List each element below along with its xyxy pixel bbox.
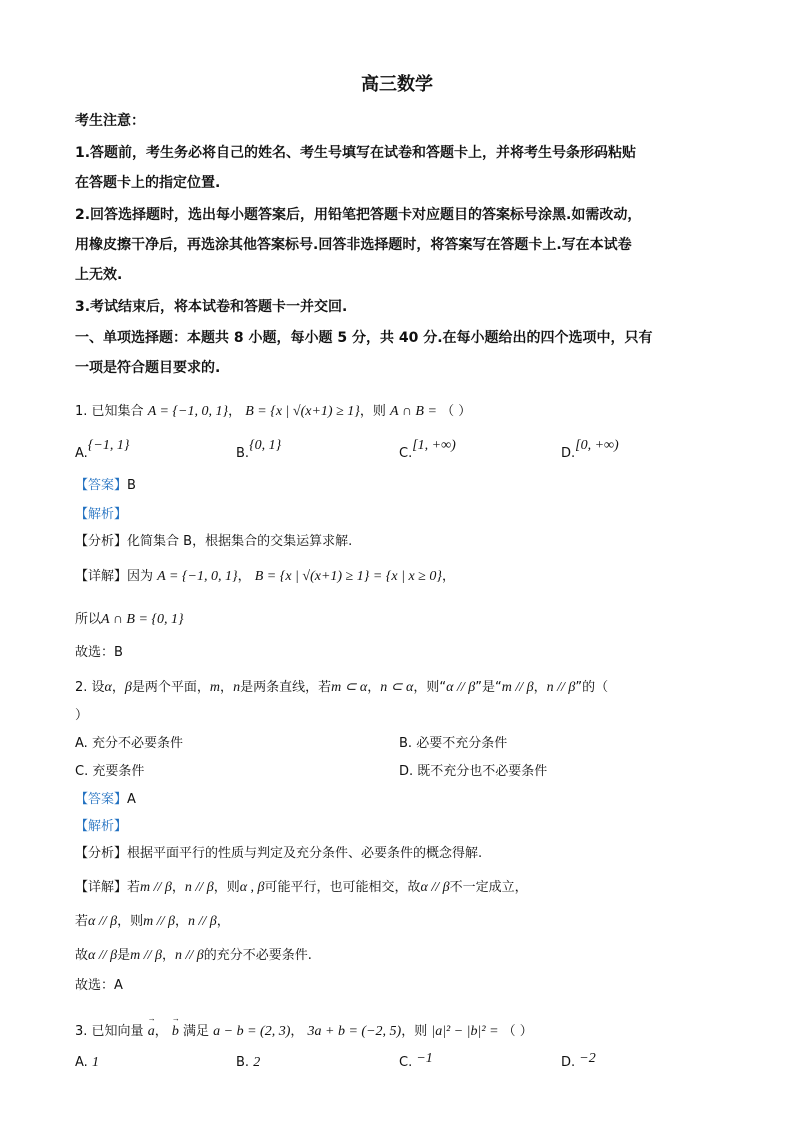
notice-item-2-line-2: 用橡皮擦干净后，再选涂其他答案标号.回答非选择题时，将答案写在答题卡上.写在本试卷: [75, 237, 632, 253]
notice-item-2-line-3: 上无效.: [75, 267, 123, 283]
q3-option-c: C. −1: [399, 1051, 433, 1070]
q2-answer: 【答案】A: [75, 792, 136, 807]
q1-option-a: A.{−1, 1}: [75, 438, 130, 461]
vector-a: → a: [148, 1024, 155, 1040]
section-1-heading-line-2: 一项是符合题目要求的.: [75, 360, 221, 376]
equation-1: a − b = (2, 3): [213, 1024, 291, 1039]
q2-option-a: A. 充分不必要条件: [75, 736, 183, 751]
q3-option-d: D. −2: [561, 1051, 596, 1070]
q3-option-a: A. 1: [75, 1055, 99, 1070]
q3-option-b: B. 2: [236, 1055, 261, 1070]
q2-option-b: B. 必要不充分条件: [399, 736, 508, 751]
q2-fenxi: 【分析】根据平面平行的性质与判定及充分条件、必要条件的概念得解.: [75, 846, 483, 861]
norm-difference-expr: |a|² − |b|² =: [431, 1024, 499, 1039]
q2-detail-3: 故α // β是m // β，n // β的充分不必要条件.: [75, 948, 312, 963]
q2-option-c: C. 充要条件: [75, 764, 145, 779]
q2-choice: 故选：A: [75, 978, 123, 993]
page-title: 高三数学: [361, 74, 433, 95]
q2-detail-1: 【详解】若m // β，n // β，则α , β可能平行，也可能相交，故α // β不一定成立，: [75, 880, 528, 895]
q1-analysis-tag: 【解析】: [75, 507, 128, 522]
notice-heading: 考生注意：: [75, 113, 145, 129]
question-2-stem-close: ）: [75, 708, 89, 723]
q1-option-d: D.[0, +∞): [561, 438, 619, 461]
question-2-stem: 2. 设α，β是两个平面，m，n是两条直线，若m ⊂ α，n ⊂ α，则“α // β”是“m // β，n // β”的（: [75, 680, 609, 695]
notice-item-1-line-2: 在答题卡上的指定位置.: [75, 175, 221, 191]
set-a: A = {−1, 0, 1}: [147, 404, 229, 419]
notice-item-2-line-1: 2.回答选择题时，选出每小题答案后，用铅笔把答题卡对应题目的答案标号涂黑.如需改动，: [75, 207, 642, 223]
vector-b: → b: [172, 1024, 179, 1040]
q1-option-b: B.{0, 1}: [236, 438, 282, 461]
q2-detail-2: 若α // β，则m // β，n // β，: [75, 914, 230, 929]
q1-answer: 【答案】B: [75, 478, 136, 493]
q2-option-d: D. 既不充分也不必要条件: [399, 764, 548, 779]
intersection-expr: A ∩ B =: [390, 404, 437, 419]
question-1-stem: 1. 已知集合 A = {−1, 0, 1}， B = {x | √(x+1) ≥ 1}，则 A ∩ B = （ ）: [75, 404, 472, 419]
question-3-stem: 3. 已知向量 → a， → b 满足 a − b = (2, 3)， 3a + b = (−2, 5)，则 |a|² − |b|² = （ ）: [75, 1020, 533, 1040]
q1-so: 所以A ∩ B = {0, 1}: [75, 612, 184, 627]
section-1-heading-line-1: 一、单项选择题：本题共 8 小题，每小题 5 分，共 40 分.在每小题给出的四个选项中，只有: [75, 330, 653, 346]
q1-option-c: C.[1, +∞): [399, 438, 456, 461]
q1-fenxi: 【分析】化简集合 B，根据集合的交集运算求解.: [75, 534, 353, 549]
equation-2: 3a + b = (−2, 5): [307, 1024, 402, 1039]
notice-item-1-line-1: 1.答题前，考生务必将自己的姓名、考生号填写在试卷和答题卡上，并将考生号条形码粘贴: [75, 145, 637, 161]
notice-item-3: 3.考试结束后，将本试卷和答题卡一并交回.: [75, 299, 348, 315]
q2-analysis-tag: 【解析】: [75, 819, 128, 834]
set-b: B = {x | √(x+1) ≥ 1}: [245, 404, 360, 419]
q1-choice: 故选：B: [75, 645, 123, 660]
q1-detail: 【详解】因为 A = {−1, 0, 1}， B = {x | √(x+1) ≥ 1} = {x | x ≥ 0}，: [75, 569, 455, 584]
